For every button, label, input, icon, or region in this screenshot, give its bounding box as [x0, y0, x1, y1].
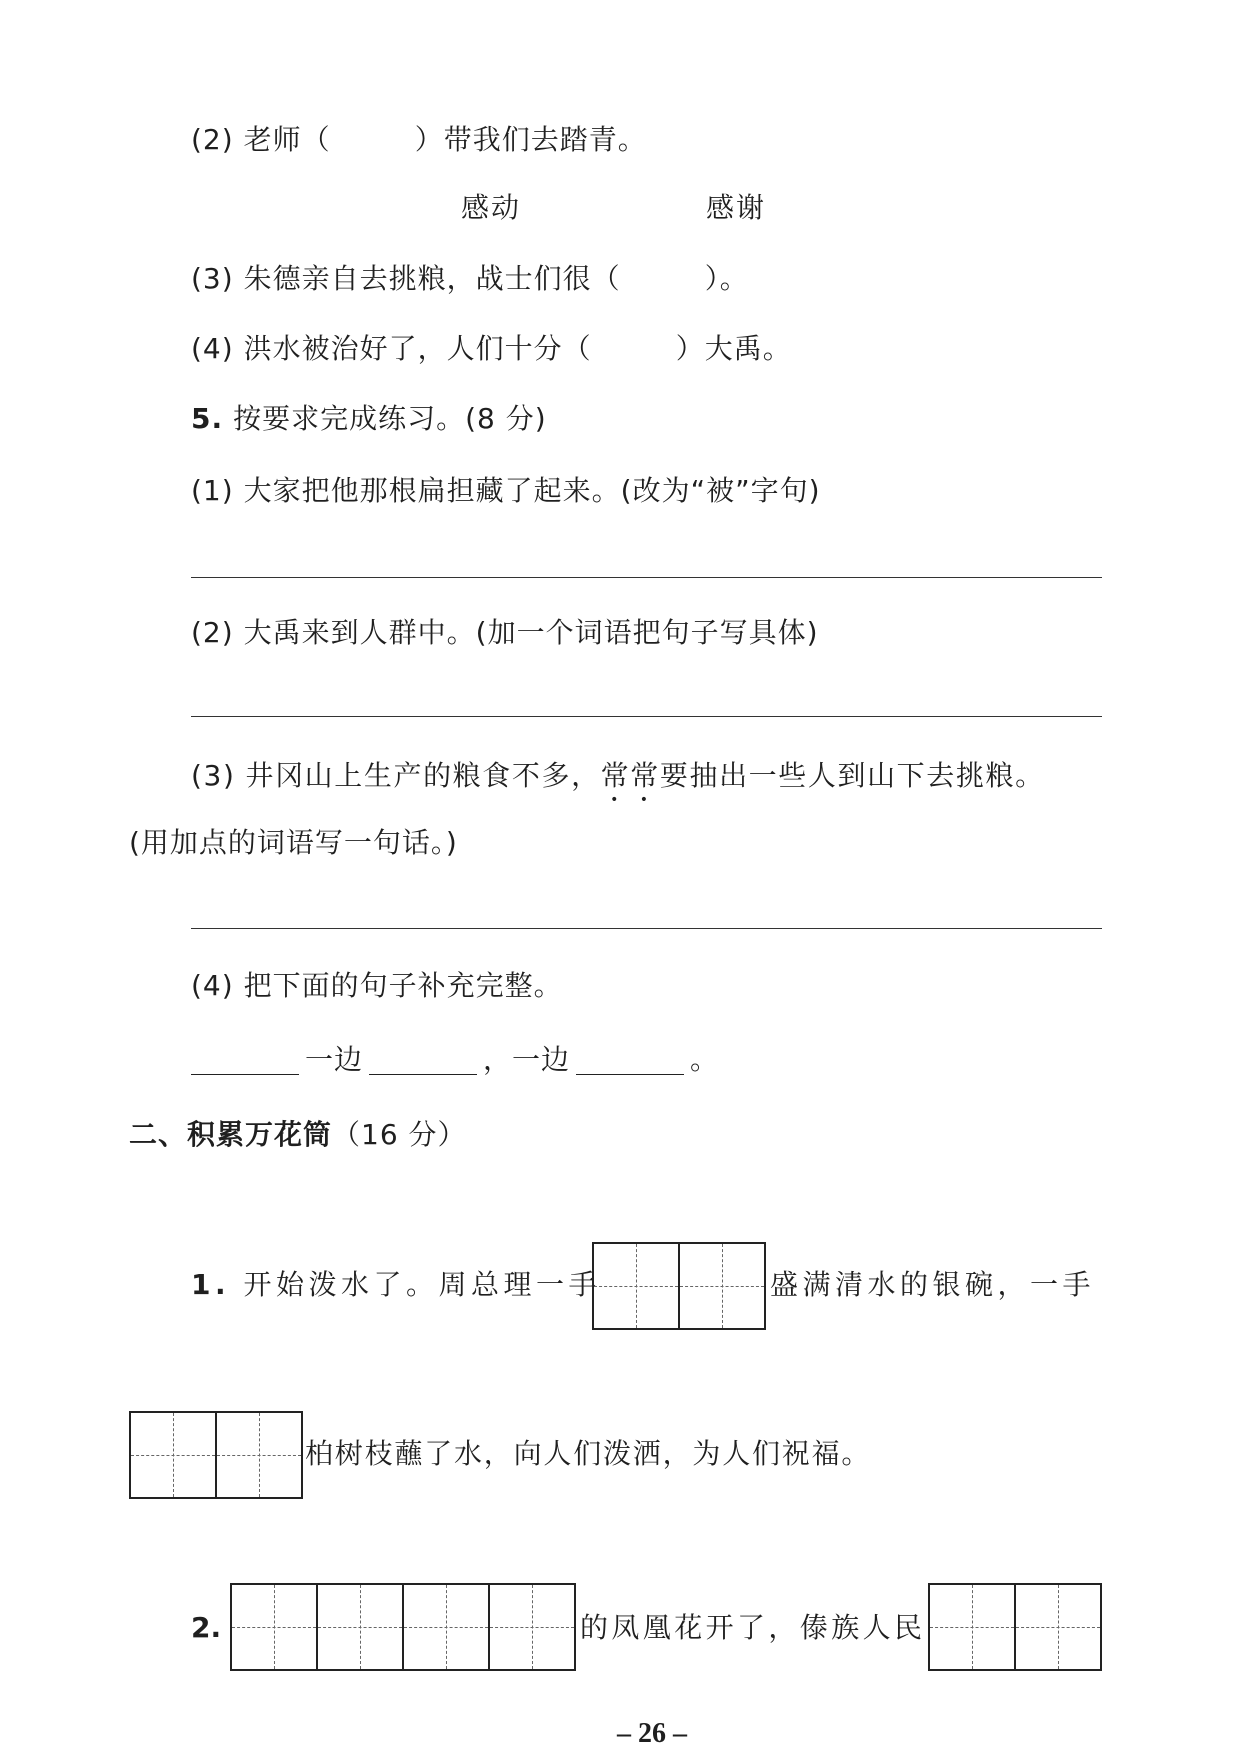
grid-cell: [930, 1585, 1014, 1669]
q5-heading: [191, 399, 547, 439]
answer-line-2: [191, 716, 1102, 717]
q5-sub-2-number: (2): [191, 616, 234, 649]
fill-blank-2: [369, 1044, 477, 1075]
fill-blank-3: [576, 1044, 684, 1075]
section-2-label: 二、积累万花筒: [129, 1118, 333, 1151]
q5-sub-3-instruction-text: (用加点的词语写一句话。): [129, 826, 458, 859]
q5-sub-1: [191, 471, 821, 511]
grid-cell: [215, 1413, 301, 1497]
grid-cell: [131, 1413, 215, 1497]
q4-item-3-number: (3): [191, 262, 234, 295]
q4-item-3: [191, 259, 749, 299]
q4-item-2-number: (2): [191, 123, 234, 156]
q4-item-3-text-before: 朱德亲自去挑粮，战士们很（: [243, 262, 621, 295]
sentence-end: 。: [690, 1043, 720, 1076]
q5-title: 按要求完成练习。(8 分): [233, 402, 547, 435]
connector-2: ，一边: [483, 1043, 571, 1076]
writing-grid-q2-a: [230, 1583, 576, 1671]
writing-grid-q1-a: [592, 1242, 766, 1330]
connector-1: 一边: [305, 1043, 364, 1076]
grid-cell: [402, 1585, 488, 1669]
page-number: – 26 –: [617, 1718, 687, 1749]
s2-q1-text-after: 盛满清水的银碗，一手: [770, 1268, 1096, 1301]
s2-q1-number: 1.: [191, 1268, 231, 1301]
s2-q2-text: 的凤凰花开了，傣族人民: [580, 1611, 926, 1644]
q5-sub-3: [191, 756, 1045, 796]
grid-cell: [232, 1585, 316, 1669]
q5-sub-3-dotted-word: 常常: [600, 759, 660, 792]
answer-line-3: [191, 928, 1102, 929]
q4-item-2-text-after: ）带我们去踏青。: [414, 123, 647, 156]
q4-item-4: [191, 329, 792, 369]
q5-sub-4-text: 把下面的句子补充完整。: [243, 969, 563, 1002]
q5-sub-4-number: (4): [191, 969, 234, 1002]
s2-q1-line-2: 柏树枝蘸了水，向人们泼洒，为人们祝福。: [305, 1437, 872, 1470]
s2-q2-number: 2.: [191, 1611, 222, 1644]
writing-grid-q1-b: [129, 1411, 303, 1499]
grid-cell: [488, 1585, 574, 1669]
q5-sub-2-text: 大禹来到人群中。(加一个词语把句子写具体): [243, 616, 819, 649]
q4-item-4-text-before: 洪水被治好了，人们十分（: [243, 332, 592, 365]
q5-sub-3-text-before: 井冈山上生产的粮食不多，: [245, 759, 601, 792]
q5-sub-3-number: (3): [191, 759, 236, 792]
s2-q1-text-before: 开始泼水了。周总理一手: [243, 1268, 602, 1301]
q5-sub-2: [191, 613, 819, 653]
q5-number: 5.: [191, 402, 224, 435]
word-option-1: 感动: [461, 191, 522, 224]
q5-sub-4-fill-in: [185, 1040, 719, 1080]
q4-item-4-text-after: ）大禹。: [675, 332, 792, 365]
section-2-score: （16 分）: [332, 1118, 467, 1151]
grid-cell: [678, 1244, 764, 1328]
q5-sub-3-text-after: 要抽出一些人到山下去挑粮。: [659, 759, 1045, 792]
q4-item-2: [191, 120, 647, 160]
writing-grid-q2-b: [928, 1583, 1102, 1671]
q4-item-3-text-after: ）。: [704, 262, 749, 295]
answer-line-1: [191, 577, 1102, 578]
word-option-2: 感谢: [706, 191, 767, 224]
fill-blank-1: [191, 1044, 299, 1075]
section-2-heading: [129, 1115, 467, 1155]
q5-sub-1-text: 大家把他那根扁担藏了起来。(改为“被”字句): [243, 474, 821, 507]
q5-sub-4: [191, 966, 563, 1006]
grid-cell: [316, 1585, 402, 1669]
grid-cell: [1014, 1585, 1100, 1669]
s2-q1-line-1-before: [191, 1265, 601, 1305]
q5-sub-3-instruction: [129, 823, 458, 863]
grid-cell: [594, 1244, 678, 1328]
q4-item-2-text-before: 老师（: [243, 123, 331, 156]
q4-item-4-number: (4): [191, 332, 234, 365]
q5-sub-1-number: (1): [191, 474, 234, 507]
